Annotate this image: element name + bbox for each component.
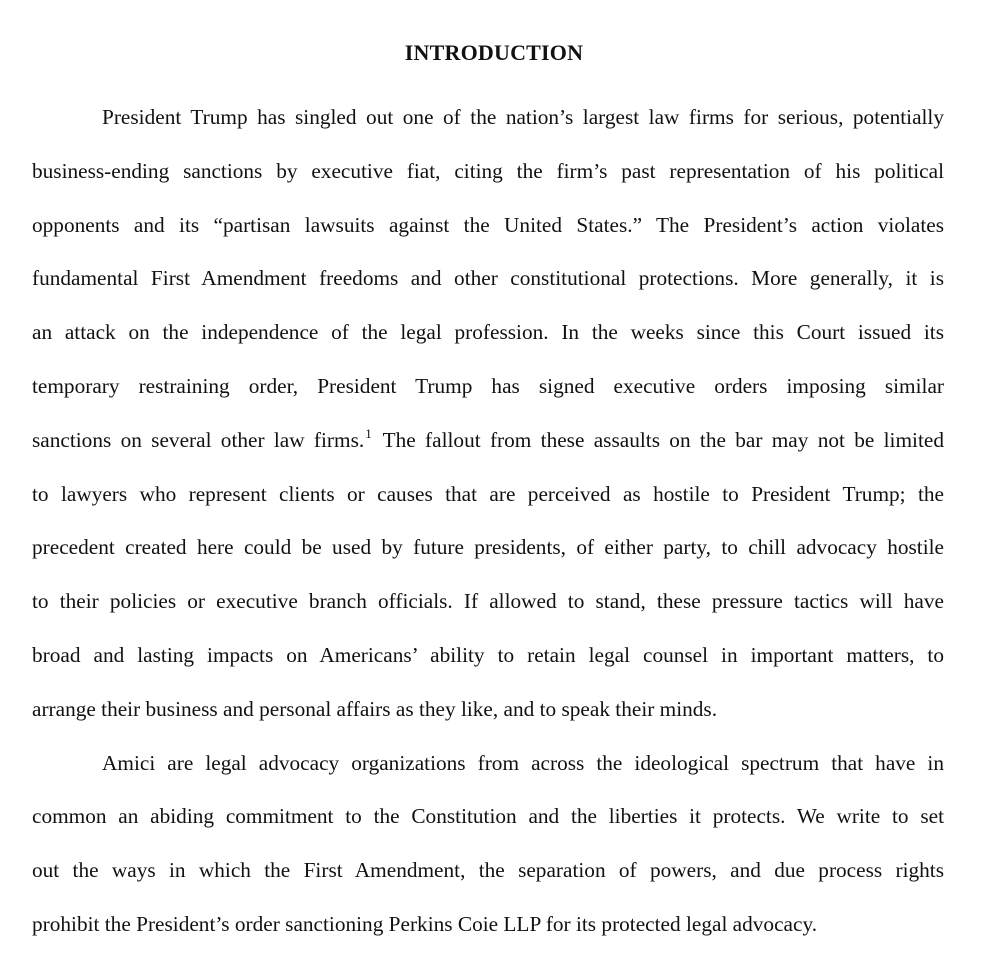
paragraph-1-line: arrange their business and personal affairs as they like, and to speak their minds. — [32, 696, 718, 721]
section-heading: INTRODUCTION — [404, 40, 584, 65]
line-text: The fallout from these assaults on the bar may not be limited — [373, 427, 944, 452]
paragraph-1-line: temporary restraining order, President Trump has signed executive orders imposing similar — [32, 373, 944, 398]
paragraph-1-line-with-footnote — [32, 414, 944, 468]
paragraph-1-line: an attack on the independence of the legal profession. In the weeks since this Court issued its — [32, 320, 944, 345]
paragraph-1 — [32, 91, 944, 737]
paragraph-2-line: out the ways in which the First Amendment, the separation of powers, and due process rights — [32, 858, 944, 883]
paragraph-2-line: prohibit the President’s order sanctioning Perkins Coie LLP for its protected legal advocacy. — [32, 911, 818, 936]
paragraph-2-line: common an abiding commitment to the Constitution and the liberties it protects. We write to set — [32, 804, 944, 829]
paragraph-1-line: fundamental First Amendment freedoms and other constitutional protections. More generally, it is — [32, 266, 944, 291]
paragraph-1-line: President Trump has singled out one of the nation’s largest law firms for serious, potentially — [102, 105, 944, 129]
paragraph-1-line: broad and lasting impacts on Americans’ ability to retain legal counsel in important matters, to — [32, 642, 944, 667]
paragraph-1-line: precedent created here could be used by future presidents, of either party, to chill advocacy hostile — [32, 535, 944, 560]
paragraph-2 — [32, 737, 944, 952]
paragraph-1-line: business-ending sanctions by executive fiat, citing the firm’s past representation of his political — [32, 158, 944, 183]
line-text: sanctions on several other law firms. — [32, 427, 365, 452]
paragraph-2-line: Amici are legal advocacy organizations from across the ideological spectrum that have in — [102, 750, 944, 775]
paragraph-1-line: opponents and its “partisan lawsuits against the United States.” The President’s action violates — [32, 212, 944, 237]
footnote-marker[interactable]: 1 — [365, 425, 372, 441]
paragraph-1-line: to lawyers who represent clients or causes that are perceived as hostile to President Trump; the — [32, 481, 944, 506]
paragraph-1-line: to their policies or executive branch officials. If allowed to stand, these pressure tactics will have — [32, 589, 944, 614]
